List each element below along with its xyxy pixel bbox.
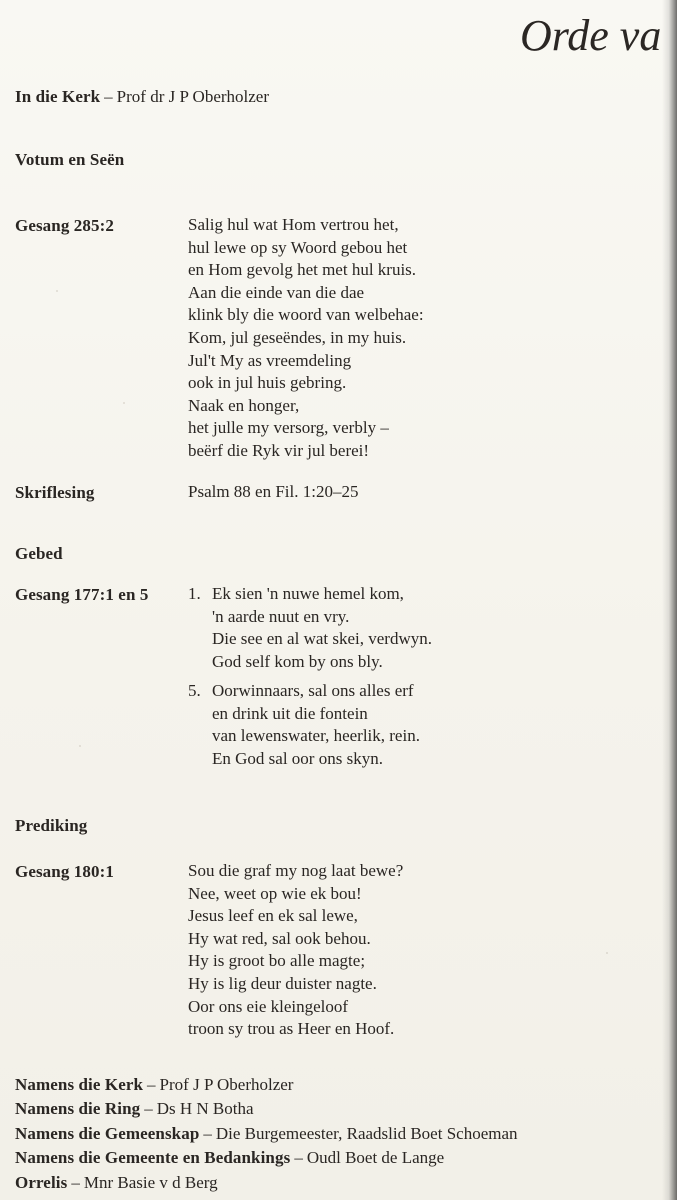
hymn-line: Jesus leef en ek sal lewe,: [188, 906, 358, 926]
hymn-line: van lewenswater, heerlik, rein.: [212, 726, 420, 746]
stanza-first-line: [188, 583, 658, 606]
paper-speck: [56, 290, 58, 292]
hymn-line: Hy is groot bo alle magte;: [188, 951, 366, 971]
credit-row: [15, 1122, 655, 1146]
scripture-reading: [188, 481, 658, 504]
section-gebed: [15, 542, 655, 566]
stanza-first-line: [188, 680, 658, 703]
credits-list: [15, 1073, 655, 1195]
credit-label: Namens die Gemeente en Bedankings: [15, 1148, 291, 1168]
hymn-line: Hy wat red, sal ook behou.: [188, 928, 371, 948]
section-label: Skriflesing: [15, 483, 95, 502]
credit-row: [15, 1073, 655, 1097]
hymn-line: Ek sien 'n nuwe hemel kom,: [212, 584, 404, 603]
section-heading: Votum en Seën: [15, 150, 125, 169]
hymn-line: beërf die Ryk vir jul berei!: [188, 440, 370, 460]
credit-value: Die Burgemeester, Raadslid Boet Schoeman: [215, 1123, 518, 1143]
hymn-text-285: [188, 214, 658, 463]
scripture-label: [15, 481, 187, 505]
hymn-line: hul lewe op sy Woord gebou het: [188, 237, 408, 257]
separator-dash: –: [147, 1075, 156, 1094]
section-label: Gesang 177:1 en 5: [15, 585, 149, 604]
hymn-line: klink bly die woord van welbehae:: [188, 305, 424, 325]
hymn-line: en drink uit die fontein: [212, 703, 368, 723]
hymn-line: het julle my versorg, verbly –: [188, 418, 389, 438]
stanza-number: 1.: [188, 584, 201, 603]
hymn-line: Nee, weet op wie ek bou!: [188, 883, 362, 903]
hymn-line: Jul't My as vreemdeling: [188, 350, 352, 370]
hymn-line: En God sal oor ons skyn.: [212, 748, 383, 768]
stanza-number: 5.: [188, 681, 201, 700]
hymn-text-177-stanza-1: [188, 583, 658, 673]
hymn-label-180: [15, 860, 187, 884]
separator-dash: –: [294, 1148, 303, 1168]
credit-row: [15, 1171, 655, 1195]
hymn-text-180: [188, 860, 658, 1041]
hymn-line: Kom, jul geseëndes, in my huis.: [188, 327, 407, 347]
hymn-line: Oor ons eie kleingeloof: [188, 996, 349, 1016]
section-label: Gesang 180:1: [15, 862, 114, 881]
hymn-line: ook in jul huis gebring.: [188, 373, 347, 393]
program-title: Orde va: [520, 11, 662, 60]
scripture-reference: Psalm 88 en Fil. 1:20–25: [188, 482, 359, 501]
section-heading: Prediking: [15, 816, 88, 835]
hymn-text-177-stanza-5: [188, 680, 658, 770]
section-heading: In die Kerk: [15, 87, 101, 106]
speaker-name: Prof dr J P Oberholzer: [116, 87, 270, 106]
page-fold-shadow: [662, 0, 677, 1200]
credit-value: Prof J P Oberholzer: [159, 1075, 294, 1094]
separator-dash: –: [71, 1172, 80, 1192]
hymn-line: Sou die graf my nog laat bewe?: [188, 861, 404, 880]
credit-value: Mnr Basie v d Berg: [83, 1172, 218, 1192]
section-prediking: [15, 814, 655, 838]
credit-value: Oudl Boet de Lange: [306, 1148, 445, 1168]
hymn-line: Die see en al wat skei, verdwyn.: [212, 629, 432, 649]
hymn-line: God self kom by ons bly.: [212, 651, 383, 671]
paper-speck: [606, 952, 608, 954]
hymn-label-285: [15, 214, 187, 238]
section-label: Gesang 285:2: [15, 216, 114, 235]
hymn-line: Salig hul wat Hom vertrou het,: [188, 215, 399, 234]
hymn-line: Naak en honger,: [188, 395, 300, 415]
credit-label: Namens die Gemeenskap: [15, 1123, 200, 1143]
separator-dash: –: [104, 87, 113, 106]
credit-label: Namens die Ring: [15, 1099, 141, 1119]
paper-speck: [79, 745, 81, 747]
hymn-line: Hy is lig deur duister nagte.: [188, 973, 377, 993]
credit-row: [15, 1146, 655, 1170]
hymn-line: Aan die einde van die dae: [188, 282, 365, 302]
credit-row: [15, 1097, 655, 1121]
paper-speck: [123, 402, 125, 404]
hymn-line: en Hom gevolg het met hul kruis.: [188, 260, 417, 280]
section-votum-en-seen: [15, 148, 655, 172]
separator-dash: –: [144, 1099, 153, 1119]
credit-label: Namens die Kerk: [15, 1075, 144, 1094]
credit-label: Orrelis: [15, 1172, 68, 1192]
separator-dash: –: [203, 1123, 212, 1143]
hymn-line: Oorwinnaars, sal ons alles erf: [212, 681, 414, 700]
credit-value: Ds H N Botha: [156, 1099, 254, 1119]
section-in-die-kerk: [15, 85, 655, 109]
section-heading: Gebed: [15, 544, 63, 563]
hymn-line: troon sy trou as Heer en Hoof.: [188, 1019, 395, 1039]
hymn-line: 'n aarde nuut en vry.: [212, 606, 350, 626]
hymn-label-177: [15, 583, 187, 607]
